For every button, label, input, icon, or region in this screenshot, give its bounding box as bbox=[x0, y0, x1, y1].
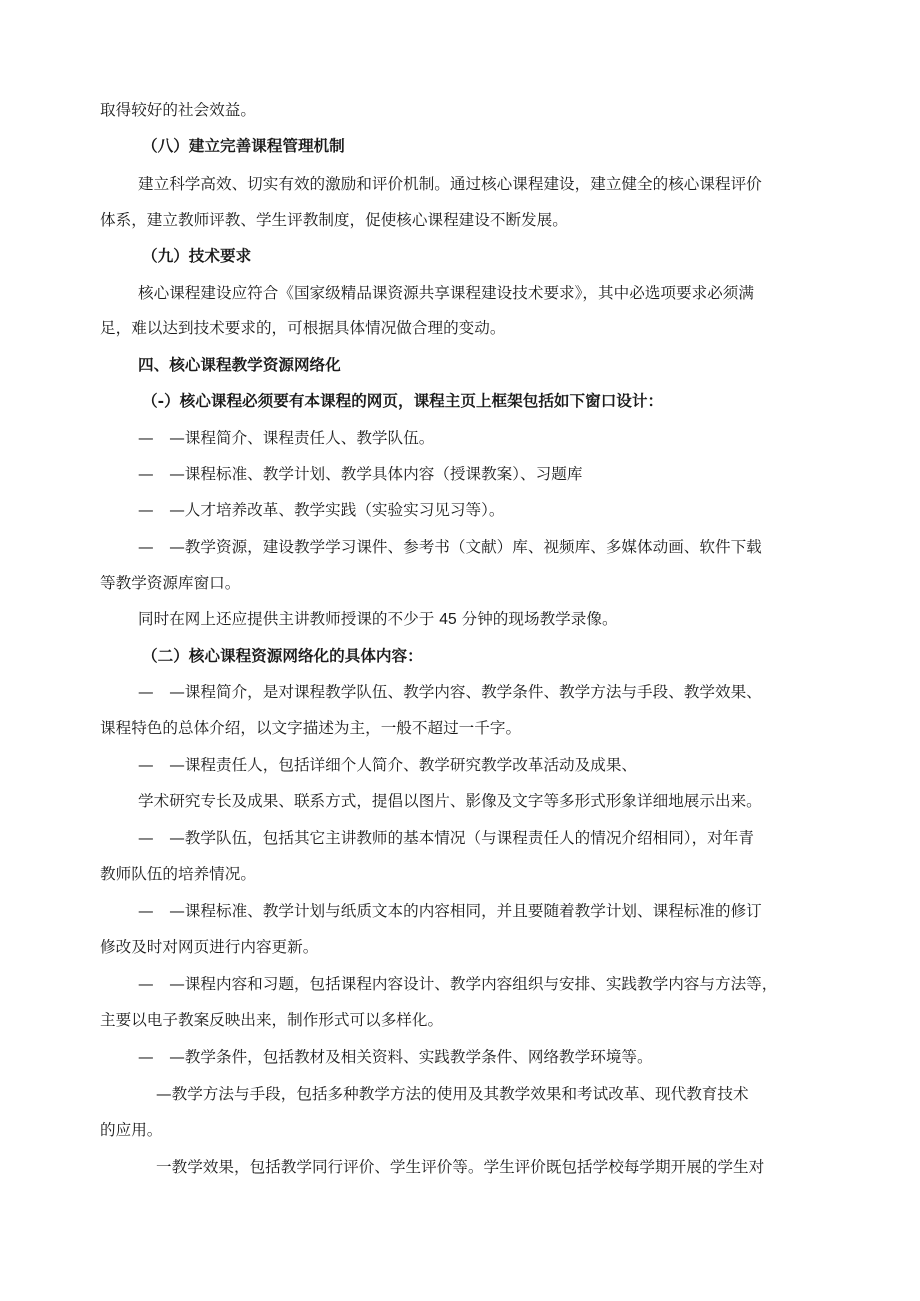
duration-number: 45 bbox=[439, 611, 457, 628]
list-item: — —教学条件，包括教材及相关资料、实践教学条件、网络教学环境等。 bbox=[138, 1048, 653, 1066]
paragraph-line: 修改及时对网页进行内容更新。 bbox=[100, 938, 319, 956]
paragraph-line: 核心课程建设应符合《国家级精品课资源共享课程建设技术要求》，其中必选项要求必须满 bbox=[138, 284, 754, 302]
list-item: — —课程标准、教学计划、教学具体内容（授课教案）、习题库 bbox=[138, 465, 583, 483]
text-segment: 分钟的现场教学录像。 bbox=[461, 610, 618, 628]
section-heading: （八）建立完善课程管理机制 bbox=[142, 136, 345, 155]
text-segment: 同时在网上还应提供主讲教师授课的不少于 bbox=[138, 610, 435, 628]
list-item: 一教学效果，包括教学同行评价、学生评价等。学生评价既包括学校每学期开展的学生对 bbox=[156, 1158, 765, 1176]
section-heading: （-）核心课程必须要有本课程的网页，课程主页上框架包括如下窗口设计： bbox=[142, 391, 664, 410]
list-item: — —教学资源，建设教学学习课件、参考书（文献）库、视频库、多媒体动画、软件下载 bbox=[138, 538, 762, 556]
paragraph-line: 足，难以达到技术要求的，可根据具体情况做合理的变动。 bbox=[100, 319, 506, 337]
section-heading: （九）技术要求 bbox=[142, 246, 252, 265]
paragraph-line: 课程特色的总体介绍，以文字描述为主，一般不超过一千字。 bbox=[100, 719, 522, 737]
paragraph-line: 教师队伍的培养情况。 bbox=[100, 865, 256, 883]
list-item: —教学方法与手段，包括多种教学方法的使用及其教学效果和考试改革、现代教育技术 bbox=[156, 1085, 749, 1103]
paragraph-line bbox=[138, 609, 618, 630]
paragraph-line: 取得较好的社会效益。 bbox=[100, 101, 256, 119]
list-item: — —课程简介、课程责任人、教学队伍。 bbox=[138, 429, 435, 447]
list-item: — —课程责任人，包括详细个人简介、教学研究教学改革活动及成果、 bbox=[138, 756, 638, 774]
list-item: — —人才培养改革、教学实践（实验实习见习等）。 bbox=[138, 501, 505, 519]
list-item: — —课程内容和习题，包括课程内容设计、教学内容组织与安排、实践教学内容与方法等， bbox=[138, 975, 778, 993]
list-item: — —课程标准、教学计划与纸质文本的内容相同，并且要随着教学计划、课程标准的修订 bbox=[138, 902, 762, 920]
list-item: — —教学队伍，包括其它主讲教师的基本情况（与课程责任人的情况介绍相同），对年青 bbox=[138, 829, 754, 847]
paragraph-line: 学术研究专长及成果、联系方式，提倡以图片、影像及文字等多形式形象详细地展示出来。 bbox=[138, 792, 762, 810]
section-heading: （二）核心课程资源网络化的具体内容： bbox=[142, 646, 423, 665]
paragraph-line: 体系，建立教师评教、学生评教制度，促使核心课程建设不断发展。 bbox=[100, 211, 568, 229]
paragraph-line: 的应用。 bbox=[100, 1121, 163, 1139]
paragraph-line: 主要以电子教案反映出来，制作形式可以多样化。 bbox=[100, 1011, 444, 1029]
paragraph-line: 建立科学高效、切实有效的激励和评价机制。通过核心课程建设，建立健全的核心课程评价 bbox=[138, 175, 762, 193]
chapter-heading: 四、核心课程教学资源网络化 bbox=[138, 355, 341, 374]
paragraph-line: 等教学资源库窗口。 bbox=[100, 574, 241, 592]
list-item: — —课程简介，是对课程教学队伍、教学内容、教学条件、教学方法与手段、教学效果、 bbox=[138, 683, 762, 701]
